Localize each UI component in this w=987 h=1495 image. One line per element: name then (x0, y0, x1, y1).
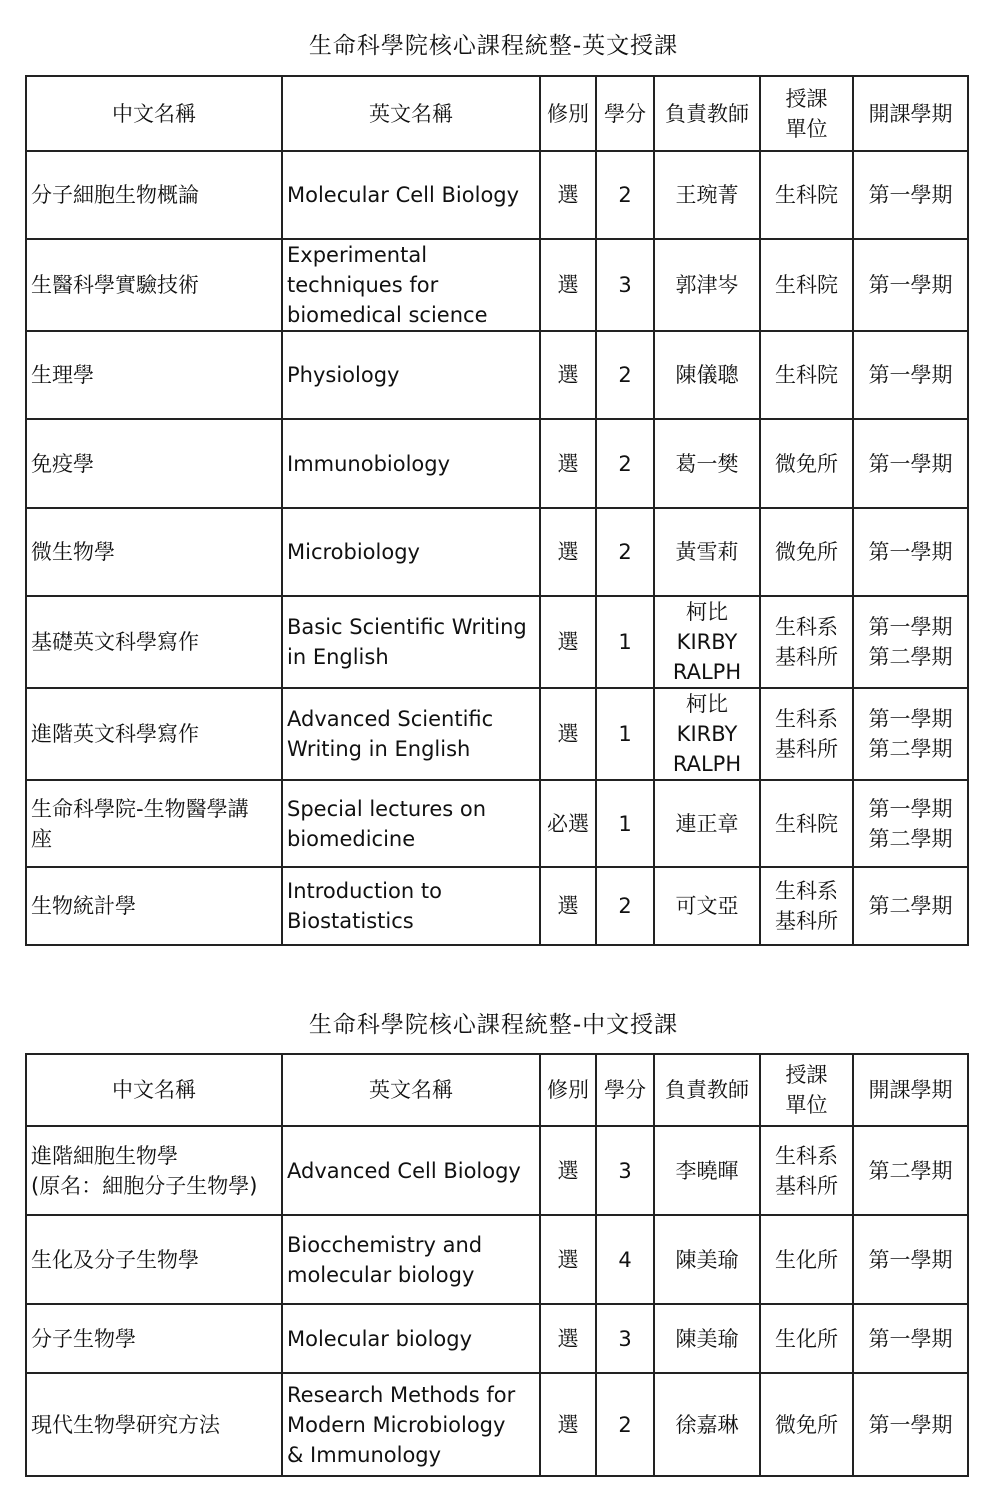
table-row (26, 151, 968, 239)
header-course-type: 修別 (540, 76, 596, 151)
cell-term: 第一學期 (853, 419, 968, 508)
cell-unit: 生科院 (760, 151, 853, 239)
cell-credits: 3 (596, 1304, 654, 1373)
cell-unit: 生化所 (760, 1304, 853, 1373)
cell-credits: 2 (596, 151, 654, 239)
cell-term: 第一學期 (853, 331, 968, 419)
cell-english-name: Introduction to Biostatistics (282, 867, 540, 945)
cell-chinese-name: 分子細胞生物概論 (26, 151, 282, 239)
cell-course-type: 選 (540, 1126, 596, 1215)
cell-chinese-name: 微生物學 (26, 508, 282, 596)
cell-unit: 生化所 (760, 1215, 853, 1304)
cell-english-name: Special lectures on biomedicine (282, 780, 540, 867)
cell-english-name: Biocchemistry and molecular biology (282, 1215, 540, 1304)
cell-unit: 生科系 基科所 (760, 1126, 853, 1215)
cell-term: 第一學期 (853, 239, 968, 331)
cell-term: 第二學期 (853, 1126, 968, 1215)
cell-course-type: 選 (540, 867, 596, 945)
table-row (26, 331, 968, 419)
cell-credits: 1 (596, 780, 654, 867)
cell-unit: 生科系 基科所 (760, 867, 853, 945)
cell-teacher: 陳儀聰 (654, 331, 760, 419)
cell-credits: 2 (596, 508, 654, 596)
cell-credits: 2 (596, 1373, 654, 1476)
cell-teacher: 王琬菁 (654, 151, 760, 239)
header-teacher: 負責教師 (654, 1054, 760, 1126)
cell-english-name: Molecular biology (282, 1304, 540, 1373)
cell-course-type: 選 (540, 596, 596, 688)
header-english-name: 英文名稱 (282, 1054, 540, 1126)
header-unit: 授課 單位 (760, 1054, 853, 1126)
cell-course-type: 選 (540, 419, 596, 508)
cell-chinese-name: 生物統計學 (26, 867, 282, 945)
cell-teacher: 葛一樊 (654, 419, 760, 508)
cell-teacher: 陳美瑜 (654, 1215, 760, 1304)
table-title-chinese: 生命科學院核心課程統整-中文授課 (308, 1012, 679, 1038)
cell-unit: 生科院 (760, 239, 853, 331)
header-row (26, 1054, 968, 1126)
cell-english-name: Physiology (282, 331, 540, 419)
cell-english-name: Molecular Cell Biology (282, 151, 540, 239)
header-chinese-name: 中文名稱 (26, 1054, 282, 1126)
cell-term: 第一學期 (853, 1304, 968, 1373)
cell-course-type: 選 (540, 1304, 596, 1373)
cell-unit: 微免所 (760, 508, 853, 596)
header-credits: 學分 (596, 76, 654, 151)
table-row (26, 1215, 968, 1304)
header-teacher: 負責教師 (654, 76, 760, 151)
cell-credits: 1 (596, 596, 654, 688)
cell-chinese-name: 生化及分子生物學 (26, 1215, 282, 1304)
cell-course-type: 選 (540, 239, 596, 331)
header-chinese-name: 中文名稱 (26, 76, 282, 151)
cell-course-type: 選 (540, 1373, 596, 1476)
cell-credits: 2 (596, 331, 654, 419)
cell-chinese-name: 基礎英文科學寫作 (26, 596, 282, 688)
cell-teacher: 徐嘉琳 (654, 1373, 760, 1476)
table-title-english: 生命科學院核心課程統整-英文授課 (308, 33, 679, 59)
cell-english-name: Research Methods for Modern Microbiology & Immunology (282, 1373, 540, 1476)
cell-course-type: 選 (540, 331, 596, 419)
cell-term: 第一學期 (853, 508, 968, 596)
cell-unit: 生科系 基科所 (760, 688, 853, 780)
cell-unit: 生科系 基科所 (760, 596, 853, 688)
cell-unit: 生科院 (760, 780, 853, 867)
cell-unit: 生科院 (760, 331, 853, 419)
cell-credits: 2 (596, 867, 654, 945)
cell-teacher: 柯比 KIRBY RALPH (654, 688, 760, 780)
table-row (26, 596, 968, 688)
cell-term: 第一學期 (853, 151, 968, 239)
cell-credits: 2 (596, 419, 654, 508)
cell-english-name: Advanced Scientific Writing in English (282, 688, 540, 780)
cell-chinese-name: 分子生物學 (26, 1304, 282, 1373)
table-row (26, 1373, 968, 1476)
header-term: 開課學期 (853, 1054, 968, 1126)
cell-course-type: 必選 (540, 780, 596, 867)
header-credits: 學分 (596, 1054, 654, 1126)
table-row (26, 780, 968, 867)
cell-english-name: Basic Scientific Writing in English (282, 596, 540, 688)
chinese-courses-table (25, 1053, 969, 1477)
cell-chinese-name: 生醫科學實驗技術 (26, 239, 282, 331)
cell-course-type: 選 (540, 1215, 596, 1304)
cell-english-name: Microbiology (282, 508, 540, 596)
cell-teacher: 郭津岑 (654, 239, 760, 331)
cell-term: 第一學期 (853, 1373, 968, 1476)
cell-credits: 3 (596, 239, 654, 331)
cell-chinese-name: 進階英文科學寫作 (26, 688, 282, 780)
cell-teacher: 柯比 KIRBY RALPH (654, 596, 760, 688)
cell-term: 第一學期 (853, 1215, 968, 1304)
cell-term: 第一學期 第二學期 (853, 780, 968, 867)
cell-credits: 4 (596, 1215, 654, 1304)
cell-credits: 1 (596, 688, 654, 780)
cell-unit: 微免所 (760, 1373, 853, 1476)
cell-course-type: 選 (540, 688, 596, 780)
cell-term: 第一學期 第二學期 (853, 596, 968, 688)
cell-teacher: 可文亞 (654, 867, 760, 945)
header-term: 開課學期 (853, 76, 968, 151)
cell-english-name: Advanced Cell Biology (282, 1126, 540, 1215)
cell-term: 第二學期 (853, 867, 968, 945)
cell-chinese-name: 現代生物學研究方法 (26, 1373, 282, 1476)
cell-english-name: Immunobiology (282, 419, 540, 508)
table-row (26, 508, 968, 596)
cell-chinese-name: 生理學 (26, 331, 282, 419)
cell-term: 第一學期 第二學期 (853, 688, 968, 780)
cell-teacher: 連正章 (654, 780, 760, 867)
cell-teacher: 李曉暉 (654, 1126, 760, 1215)
table-row (26, 419, 968, 508)
header-unit: 授課 單位 (760, 76, 853, 151)
cell-chinese-name: 進階細胞生物學 (原名：細胞分子生物學) (26, 1126, 282, 1215)
cell-chinese-name: 生命科學院-生物醫學講 座 (26, 780, 282, 867)
cell-credits: 3 (596, 1126, 654, 1215)
table-row (26, 1304, 968, 1373)
cell-teacher: 陳美瑜 (654, 1304, 760, 1373)
table-row (26, 688, 968, 780)
header-course-type: 修別 (540, 1054, 596, 1126)
cell-course-type: 選 (540, 508, 596, 596)
table-row (26, 867, 968, 945)
cell-english-name: Experimental techniques for biomedical science (282, 239, 540, 331)
table-row (26, 1126, 968, 1215)
cell-unit: 微免所 (760, 419, 853, 508)
cell-course-type: 選 (540, 151, 596, 239)
cell-chinese-name: 免疫學 (26, 419, 282, 508)
table-row (26, 239, 968, 331)
english-courses-table (25, 75, 969, 946)
header-row (26, 76, 968, 151)
header-english-name: 英文名稱 (282, 76, 540, 151)
cell-teacher: 黃雪莉 (654, 508, 760, 596)
